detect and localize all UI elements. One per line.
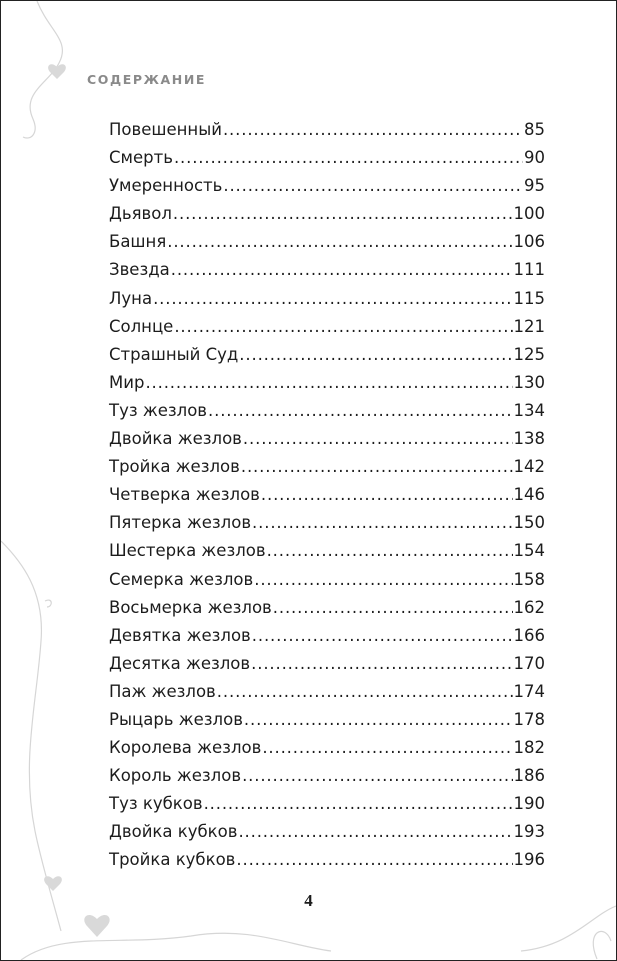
toc-entry bbox=[109, 481, 545, 509]
toc-entry-page: 186 bbox=[513, 766, 545, 786]
toc-entry bbox=[109, 846, 545, 874]
dot-leader bbox=[252, 509, 512, 537]
toc-entry-title: Шестерка жезлов bbox=[109, 541, 266, 561]
toc-entry-page: 130 bbox=[513, 372, 545, 392]
toc-entry-page: 90 bbox=[524, 148, 545, 168]
toc-entry-page: 138 bbox=[513, 429, 545, 449]
toc-entry bbox=[109, 537, 545, 565]
dot-leader bbox=[252, 622, 513, 650]
toc-entry-page: 162 bbox=[513, 597, 545, 617]
table-of-contents bbox=[109, 116, 545, 875]
toc-entry-page: 196 bbox=[513, 850, 545, 870]
page-number: 4 bbox=[304, 891, 313, 910]
toc-entry-page: 193 bbox=[513, 822, 545, 842]
toc-entry bbox=[109, 678, 545, 706]
dot-leader bbox=[241, 453, 513, 481]
toc-entry bbox=[109, 594, 545, 622]
toc-entry-title: Десятка жезлов bbox=[109, 653, 251, 673]
toc-entry-page: 154 bbox=[513, 541, 545, 561]
toc-entry-title: Восьмерка жезлов bbox=[109, 597, 272, 617]
toc-entry-title: Мир bbox=[109, 372, 145, 392]
dot-leader bbox=[254, 566, 512, 594]
toc-entry bbox=[109, 509, 545, 537]
toc-entry-title: Пятерка жезлов bbox=[109, 513, 252, 533]
heart-icon bbox=[84, 915, 109, 937]
toc-entry-title: Страшный Суд bbox=[109, 344, 239, 364]
section-header: СОДЕРЖАНИЕ bbox=[87, 72, 207, 87]
toc-entry bbox=[109, 566, 545, 594]
toc-entry bbox=[109, 313, 545, 341]
toc-entry-page: 166 bbox=[513, 625, 545, 645]
toc-entry bbox=[109, 425, 545, 453]
dot-leader bbox=[174, 313, 512, 341]
toc-entry-page: 125 bbox=[513, 344, 545, 364]
toc-entry bbox=[109, 453, 545, 481]
toc-entry-page: 85 bbox=[524, 120, 545, 139]
toc-entry bbox=[109, 762, 545, 790]
dot-leader bbox=[251, 650, 512, 678]
toc-entry-page: 182 bbox=[513, 738, 545, 758]
toc-entry-title: Тройка жезлов bbox=[109, 457, 240, 477]
toc-entry-page: 146 bbox=[513, 485, 545, 505]
dot-leader bbox=[238, 818, 512, 846]
toc-entry-page: 142 bbox=[513, 457, 545, 477]
dot-leader bbox=[262, 734, 512, 762]
toc-entry bbox=[109, 200, 545, 228]
toc-entry-page: 158 bbox=[513, 569, 545, 589]
toc-entry bbox=[109, 397, 545, 425]
toc-entry bbox=[109, 172, 545, 200]
toc-entry-title: Король жезлов bbox=[109, 766, 242, 786]
toc-entry-page: 111 bbox=[513, 260, 545, 280]
toc-entry-title: Паж жезлов bbox=[109, 681, 216, 701]
dot-leader bbox=[204, 790, 513, 818]
toc-entry-title: Семерка жезлов bbox=[109, 569, 254, 589]
dot-leader bbox=[223, 116, 523, 144]
toc-entry-page: 170 bbox=[513, 653, 545, 673]
dot-leader bbox=[239, 341, 512, 369]
toc-entry-title: Двойка жезлов bbox=[109, 429, 242, 449]
toc-entry-title: Луна bbox=[109, 288, 153, 308]
dot-leader bbox=[174, 144, 523, 172]
dot-leader bbox=[244, 706, 513, 734]
dot-leader bbox=[236, 846, 512, 874]
toc-entry-page: 150 bbox=[513, 513, 545, 533]
dot-leader bbox=[173, 200, 513, 228]
toc-entry-page: 134 bbox=[513, 400, 545, 420]
dot-leader bbox=[242, 762, 512, 790]
toc-entry-title: Рыцарь жезлов bbox=[109, 709, 243, 729]
toc-entry bbox=[109, 790, 545, 818]
dot-leader bbox=[243, 425, 513, 453]
dot-leader bbox=[167, 228, 512, 256]
dot-leader bbox=[171, 256, 513, 284]
dot-leader bbox=[223, 172, 523, 200]
toc-entry bbox=[109, 650, 545, 678]
toc-entry-title: Дьявол bbox=[109, 204, 172, 224]
dot-leader bbox=[267, 537, 513, 565]
toc-entry bbox=[109, 285, 545, 313]
toc-entry-title: Смерть bbox=[109, 148, 173, 168]
toc-entry-title: Туз жезлов bbox=[109, 400, 208, 420]
toc-entry-title: Башня bbox=[109, 232, 167, 252]
dot-leader bbox=[261, 481, 513, 509]
toc-entry bbox=[109, 706, 545, 734]
dot-leader bbox=[153, 285, 512, 313]
toc-entry-page: 106 bbox=[513, 232, 545, 252]
toc-entry-title: Двойка кубков bbox=[109, 822, 238, 842]
toc-entry-page: 190 bbox=[513, 794, 545, 814]
dot-leader bbox=[217, 678, 513, 706]
toc-entry-title: Солнце bbox=[109, 316, 174, 336]
toc-entry-page: 121 bbox=[513, 316, 545, 336]
toc-entry bbox=[109, 734, 545, 762]
toc-entry-title: Умеренность bbox=[109, 176, 223, 196]
toc-entry-title: Повешенный bbox=[109, 120, 222, 139]
toc-entry-title: Тройка кубков bbox=[109, 850, 236, 870]
toc-entry bbox=[109, 818, 545, 846]
toc-entry-title: Туз кубков bbox=[109, 794, 203, 814]
toc-entry-page: 115 bbox=[513, 288, 545, 308]
toc-entry bbox=[109, 369, 545, 397]
toc-entry-page: 95 bbox=[524, 176, 545, 196]
toc-entry-title: Девятка жезлов bbox=[109, 625, 251, 645]
dot-leader bbox=[208, 397, 512, 425]
toc-entry bbox=[109, 228, 545, 256]
toc-entry bbox=[109, 341, 545, 369]
toc-entry bbox=[109, 256, 545, 284]
toc-entry-title: Четверка жезлов bbox=[109, 485, 260, 505]
toc-entry-page: 178 bbox=[513, 709, 545, 729]
toc-entry bbox=[109, 116, 545, 144]
toc-entry-page: 100 bbox=[513, 204, 545, 224]
toc-entry bbox=[109, 144, 545, 172]
toc-entry-page: 174 bbox=[513, 681, 545, 701]
dot-leader bbox=[145, 369, 512, 397]
heart-icon bbox=[44, 876, 62, 891]
toc-entry bbox=[109, 622, 545, 650]
dot-leader bbox=[273, 594, 513, 622]
toc-entry-title: Звезда bbox=[109, 260, 170, 280]
toc-entry-title: Королева жезлов bbox=[109, 738, 262, 758]
